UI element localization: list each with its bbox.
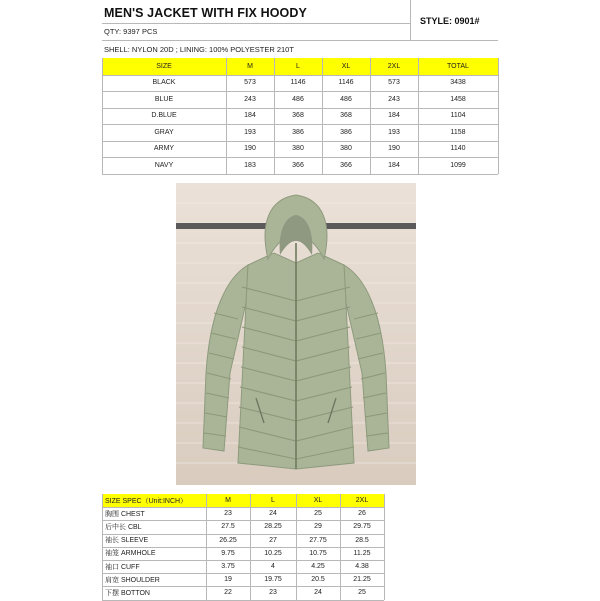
row-label-cell: 袖笼 ARMHOLE <box>105 550 156 558</box>
table-cell: 573 <box>388 79 400 87</box>
table-cell: 4.25 <box>311 563 325 571</box>
table-cell: 184 <box>388 161 400 169</box>
table-cell: 23 <box>269 589 277 597</box>
row-label-cell: 袖口 CUFF <box>105 563 140 571</box>
table-cell: 190 <box>244 145 256 153</box>
table-rule <box>322 58 323 174</box>
table-header-cell: M <box>226 58 274 75</box>
table-cell: 3438 <box>450 79 466 87</box>
table-cell: 27.5 <box>221 523 235 531</box>
row-label-cell: 下摆 BOTTON <box>105 589 150 597</box>
table-cell: 386 <box>292 128 304 136</box>
table-header-cell: SIZE <box>102 58 226 75</box>
table-cell: 22 <box>224 589 232 597</box>
table-header-cell: XL <box>322 58 370 75</box>
table-cell: 11.25 <box>353 549 371 557</box>
table-cell: 193 <box>244 128 256 136</box>
table-cell: 27.75 <box>309 536 327 544</box>
table-rule <box>102 174 498 175</box>
table-cell: 243 <box>244 95 256 103</box>
table-cell: 1104 <box>450 112 466 120</box>
table-header-cell: M <box>206 494 250 507</box>
table-header-cell: L <box>274 58 322 75</box>
row-label-cell: BLACK <box>152 79 176 87</box>
table-rule <box>206 494 207 600</box>
table-cell: 368 <box>292 112 304 120</box>
quantity-label: QTY: 9397 PCS <box>104 27 158 36</box>
table-cell: 10.25 <box>264 549 282 557</box>
table-cell: 4 <box>271 563 275 571</box>
table-cell: 21.25 <box>353 576 371 584</box>
table-cell: 380 <box>292 145 304 153</box>
jacket-photo <box>176 183 416 485</box>
divider <box>102 40 498 41</box>
table-rule <box>340 494 341 600</box>
row-label-cell: 后中长 CBL <box>105 523 142 531</box>
table-cell: 183 <box>244 161 256 169</box>
divider <box>410 0 411 40</box>
table-cell: 25 <box>314 510 322 518</box>
table-cell: 20.5 <box>311 576 325 584</box>
divider <box>102 23 410 24</box>
table-cell: 366 <box>340 161 352 169</box>
row-label-cell: ARMY <box>153 145 175 153</box>
table-cell: 27 <box>269 536 277 544</box>
table-rule <box>274 58 275 174</box>
table-header-cell: TOTAL <box>418 58 498 75</box>
table-header-cell: 2XL <box>340 494 384 507</box>
table-cell: 23 <box>224 510 232 518</box>
table-rule <box>102 494 103 600</box>
table-rule <box>384 494 385 600</box>
table-cell: 10.75 <box>309 549 327 557</box>
table-cell: 1146 <box>338 79 354 87</box>
table-header-cell: 2XL <box>370 58 418 75</box>
table-cell: 19.75 <box>264 576 282 584</box>
table-header-cell: XL <box>296 494 340 507</box>
table-header-cell: SIZE SPEC（Unit:INCH） <box>102 494 206 507</box>
table-cell: 243 <box>388 95 400 103</box>
table-cell: 184 <box>388 112 400 120</box>
table-cell: 190 <box>388 145 400 153</box>
style-number: STYLE: 0901# <box>420 16 480 26</box>
table-cell: 1140 <box>450 145 466 153</box>
row-label-cell: GRAY <box>154 128 174 136</box>
table-cell: 26.25 <box>219 536 237 544</box>
table-rule <box>226 58 227 174</box>
row-label-cell: 袖长 SLEEVE <box>105 537 149 545</box>
row-label-cell: 胸围 CHEST <box>105 510 145 518</box>
table-cell: 366 <box>292 161 304 169</box>
table-cell: 486 <box>340 95 352 103</box>
page-title: MEN'S JACKET WITH FIX HOODY <box>104 6 307 20</box>
table-rule <box>296 494 297 600</box>
material-label: SHELL: NYLON 20D ; LINING: 100% POLYESTER 210T <box>104 45 294 54</box>
table-cell: 184 <box>244 112 256 120</box>
table-cell: 24 <box>269 510 277 518</box>
jacket-image <box>176 183 416 485</box>
table-rule <box>370 58 371 174</box>
table-cell: 28.25 <box>264 523 282 531</box>
table-cell: 19 <box>224 576 232 584</box>
table-cell: 29 <box>314 523 322 531</box>
table-cell: 1146 <box>290 79 306 87</box>
table-cell: 29.75 <box>353 523 371 531</box>
row-label-cell: NAVY <box>154 161 174 169</box>
table-cell: 486 <box>292 95 304 103</box>
table-cell: 1458 <box>450 95 466 103</box>
table-cell: 1099 <box>450 161 466 169</box>
row-label-cell: D.BLUE <box>151 112 177 120</box>
table-cell: 3.75 <box>221 563 235 571</box>
table-cell: 25 <box>358 589 366 597</box>
table-cell: 1158 <box>450 128 466 136</box>
row-label-cell: 肩宽 SHOULDER <box>105 576 160 584</box>
table-rule <box>250 494 251 600</box>
table-cell: 380 <box>340 145 352 153</box>
table-cell: 4.38 <box>355 563 369 571</box>
table-cell: 28.5 <box>355 536 369 544</box>
table-rule <box>418 58 419 174</box>
table-cell: 386 <box>340 128 352 136</box>
row-label-cell: BLUE <box>154 95 174 103</box>
table-cell: 9.75 <box>221 549 235 557</box>
table-cell: 368 <box>340 112 352 120</box>
table-cell: 24 <box>314 589 322 597</box>
table-rule <box>498 58 499 174</box>
table-cell: 193 <box>388 128 400 136</box>
table-cell: 26 <box>358 510 366 518</box>
table-header-cell: L <box>250 494 296 507</box>
table-cell: 573 <box>244 79 256 87</box>
table-rule <box>102 58 103 174</box>
